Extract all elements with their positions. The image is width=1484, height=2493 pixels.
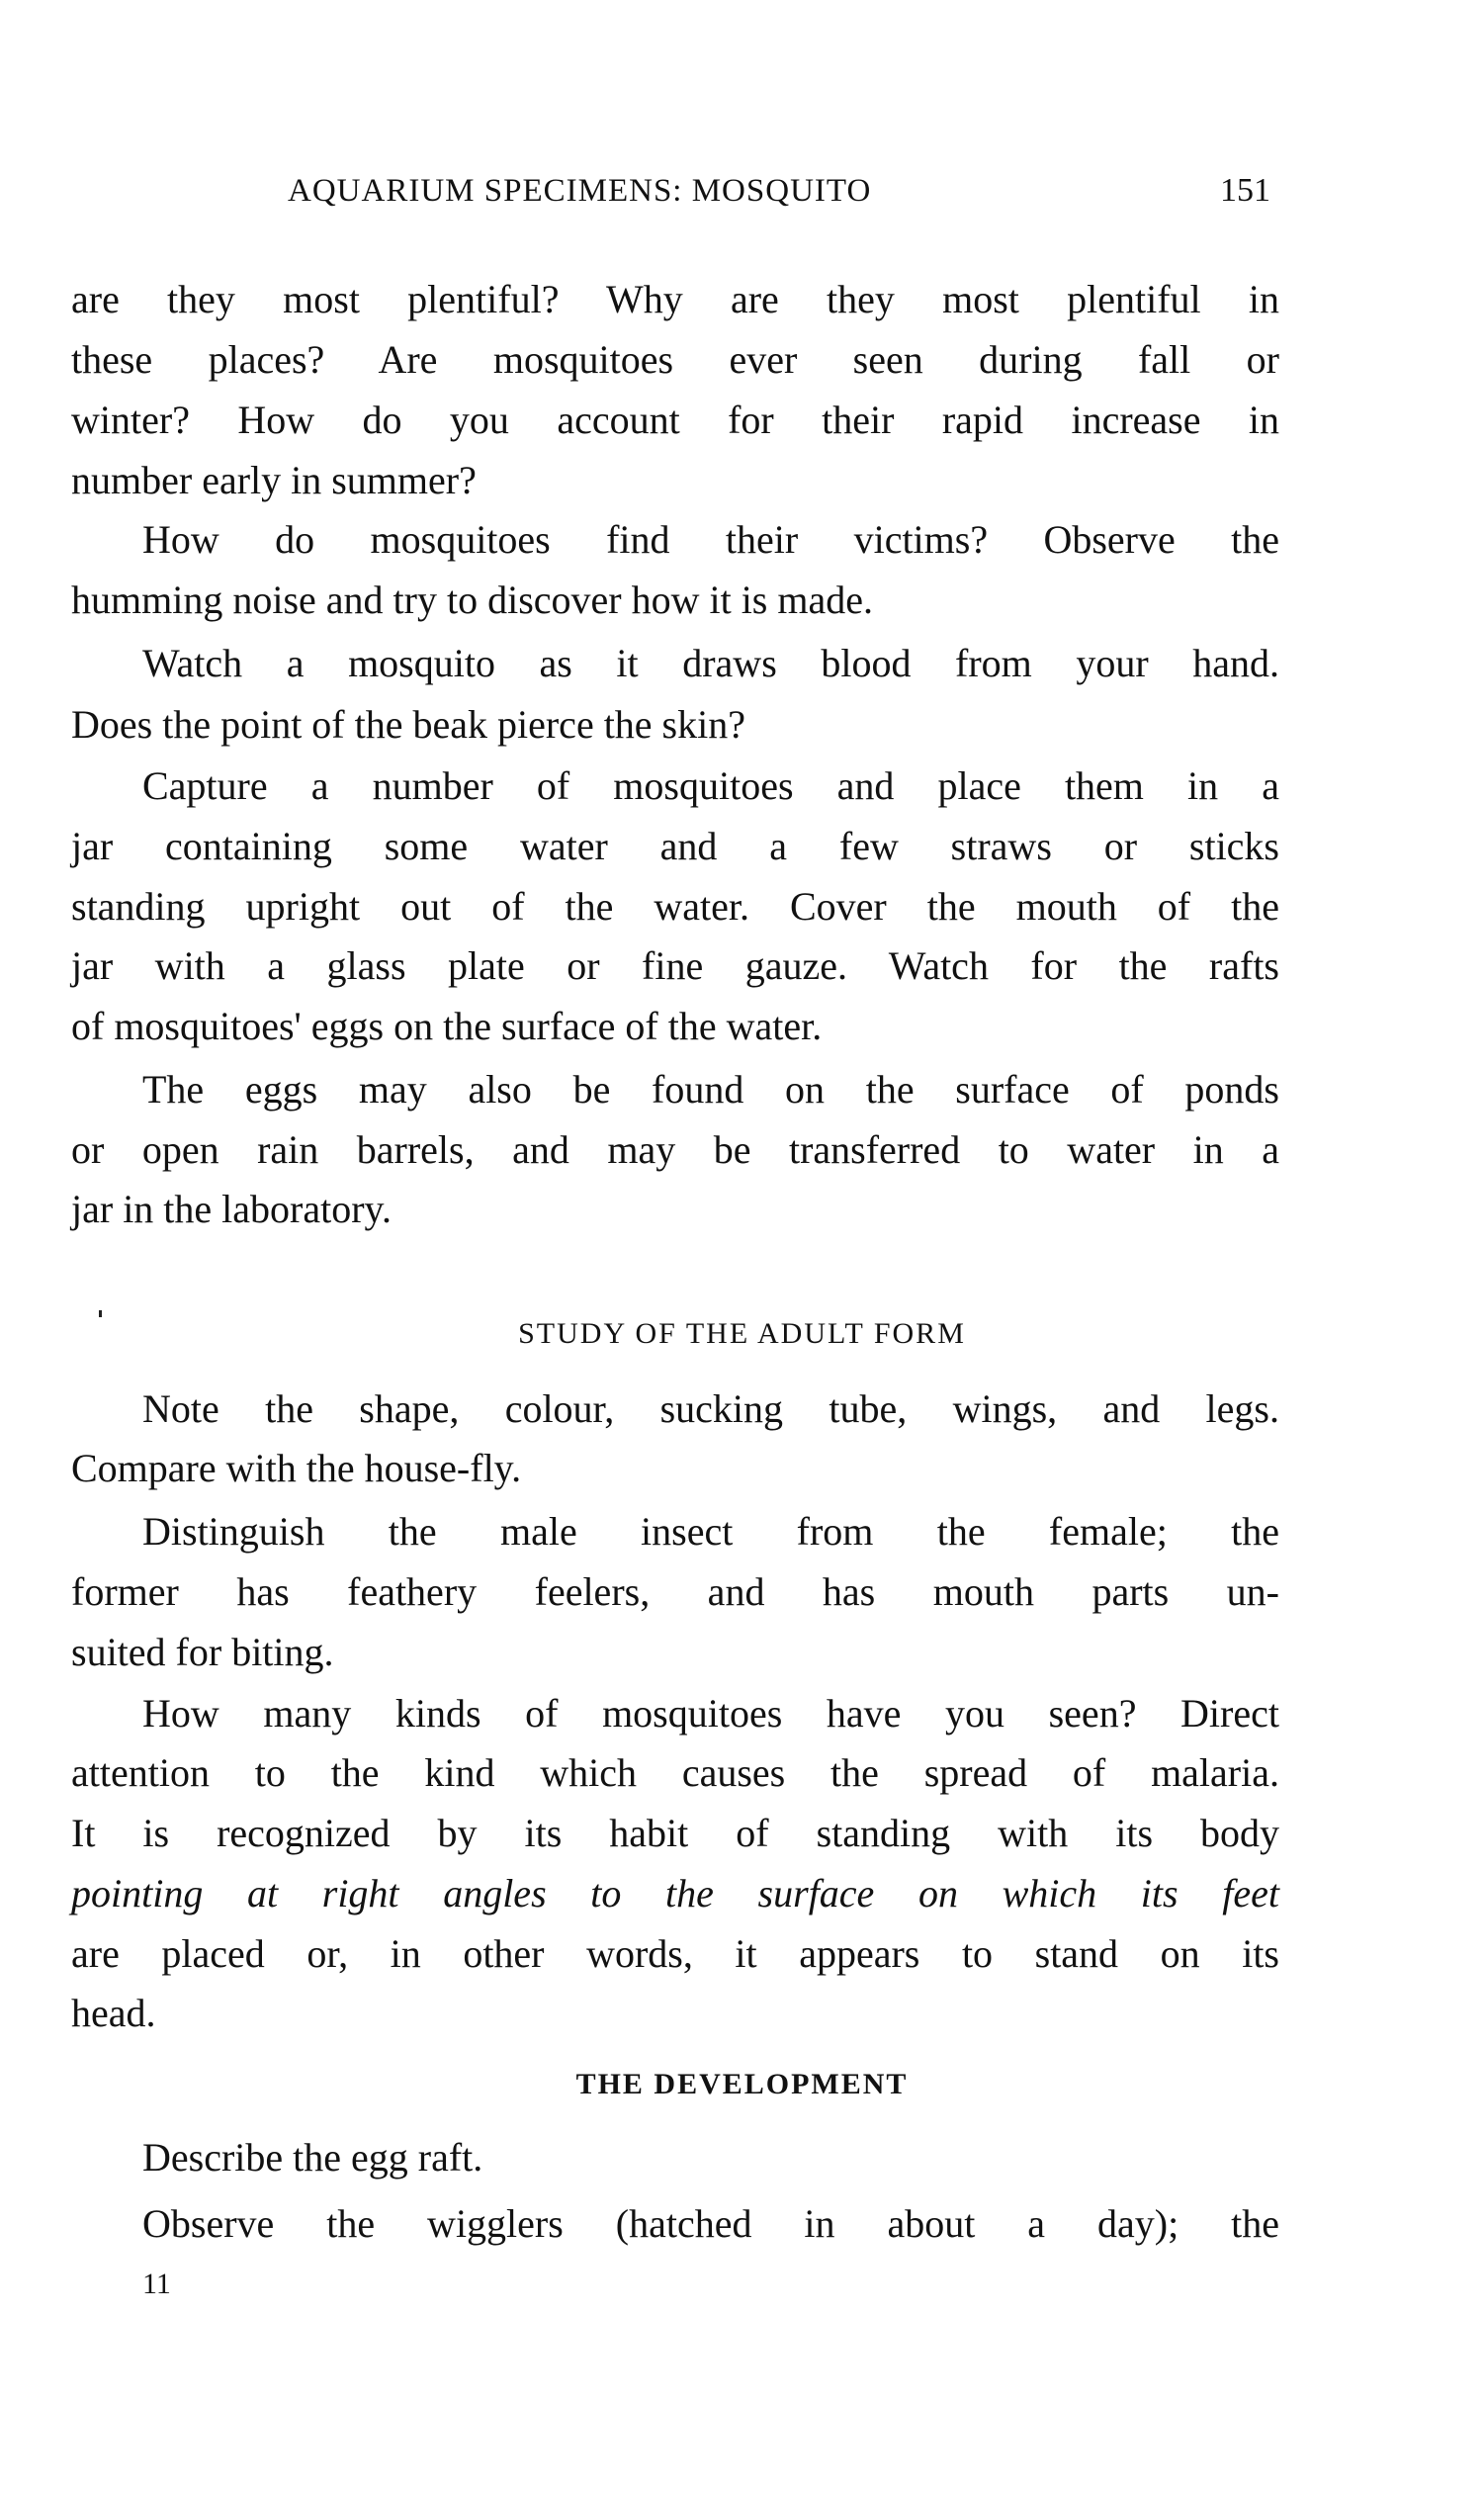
text-line: former has feathery feelers, and has mouth parts un-: [71, 1569, 1279, 1614]
text-line: are they most plentiful? Why are they most plentiful in: [71, 277, 1279, 321]
text-line: Does the point of the beak pierce the skin?: [71, 702, 745, 747]
signature-mark: 11: [142, 2268, 171, 2300]
text-line: suited for biting.: [71, 1630, 334, 1674]
text-line: Observe the wigglers (hatched in about a day); the: [142, 2201, 1279, 2246]
text-line: Capture a number of mosquitoes and place them in a: [142, 763, 1279, 808]
text-line: winter? How do you account for their rapid increase in: [71, 398, 1279, 442]
text-line: are placed or, in other words, it appears to stand on its: [71, 1931, 1279, 1976]
section-heading: STUDY OF THE ADULT FORM: [518, 1317, 966, 1350]
text-line: head.: [71, 1991, 156, 2035]
text-line: attention to the kind which causes the spread of malaria.: [71, 1750, 1279, 1795]
text-line: jar with a glass plate or fine gauze. Watch for the rafts: [71, 943, 1279, 988]
text-line: Describe the egg raft.: [142, 2135, 483, 2180]
text-line: How many kinds of mosquitoes have you seen? Direct: [142, 1691, 1279, 1736]
text-line: How do mosquitoes find their victims? Observe the: [142, 517, 1279, 562]
text-line: Note the shape, colour, sucking tube, wings, and legs.: [142, 1386, 1279, 1431]
text-line: number early in summer?: [71, 458, 477, 502]
text-line: these places? Are mosquitoes ever seen during fall or: [71, 337, 1279, 382]
text-line: of mosquitoes' eggs on the surface of the water.: [71, 1004, 823, 1048]
text-line: jar containing some water and a few straws or sticks: [71, 824, 1279, 868]
text-line: Compare with the house-fly.: [71, 1446, 522, 1490]
section-heading: THE DEVELOPMENT: [575, 2068, 909, 2100]
text-line: or open rain barrels, and may be transferred to water in a: [71, 1127, 1279, 1172]
text-line: jar in the laboratory.: [71, 1187, 392, 1231]
text-line: pointing at right angles to the surface on which its feet: [71, 1871, 1279, 1915]
text-line: Watch a mosquito as it draws blood from your hand.: [142, 641, 1279, 685]
text-line: The eggs may also be found on the surface of ponds: [142, 1067, 1279, 1112]
text-line: It is recognized by its habit of standing with its body: [71, 1811, 1279, 1855]
text-line: Distinguish the male insect from the female; the: [142, 1509, 1279, 1554]
text-line: standing upright out of the water. Cover the mouth of the: [71, 884, 1279, 929]
text-line: humming noise and try to discover how it is made.: [71, 578, 873, 622]
running-header-title: AQUARIUM SPECIMENS: MOSQUITO: [288, 173, 872, 209]
page-number: 151: [1220, 172, 1270, 209]
